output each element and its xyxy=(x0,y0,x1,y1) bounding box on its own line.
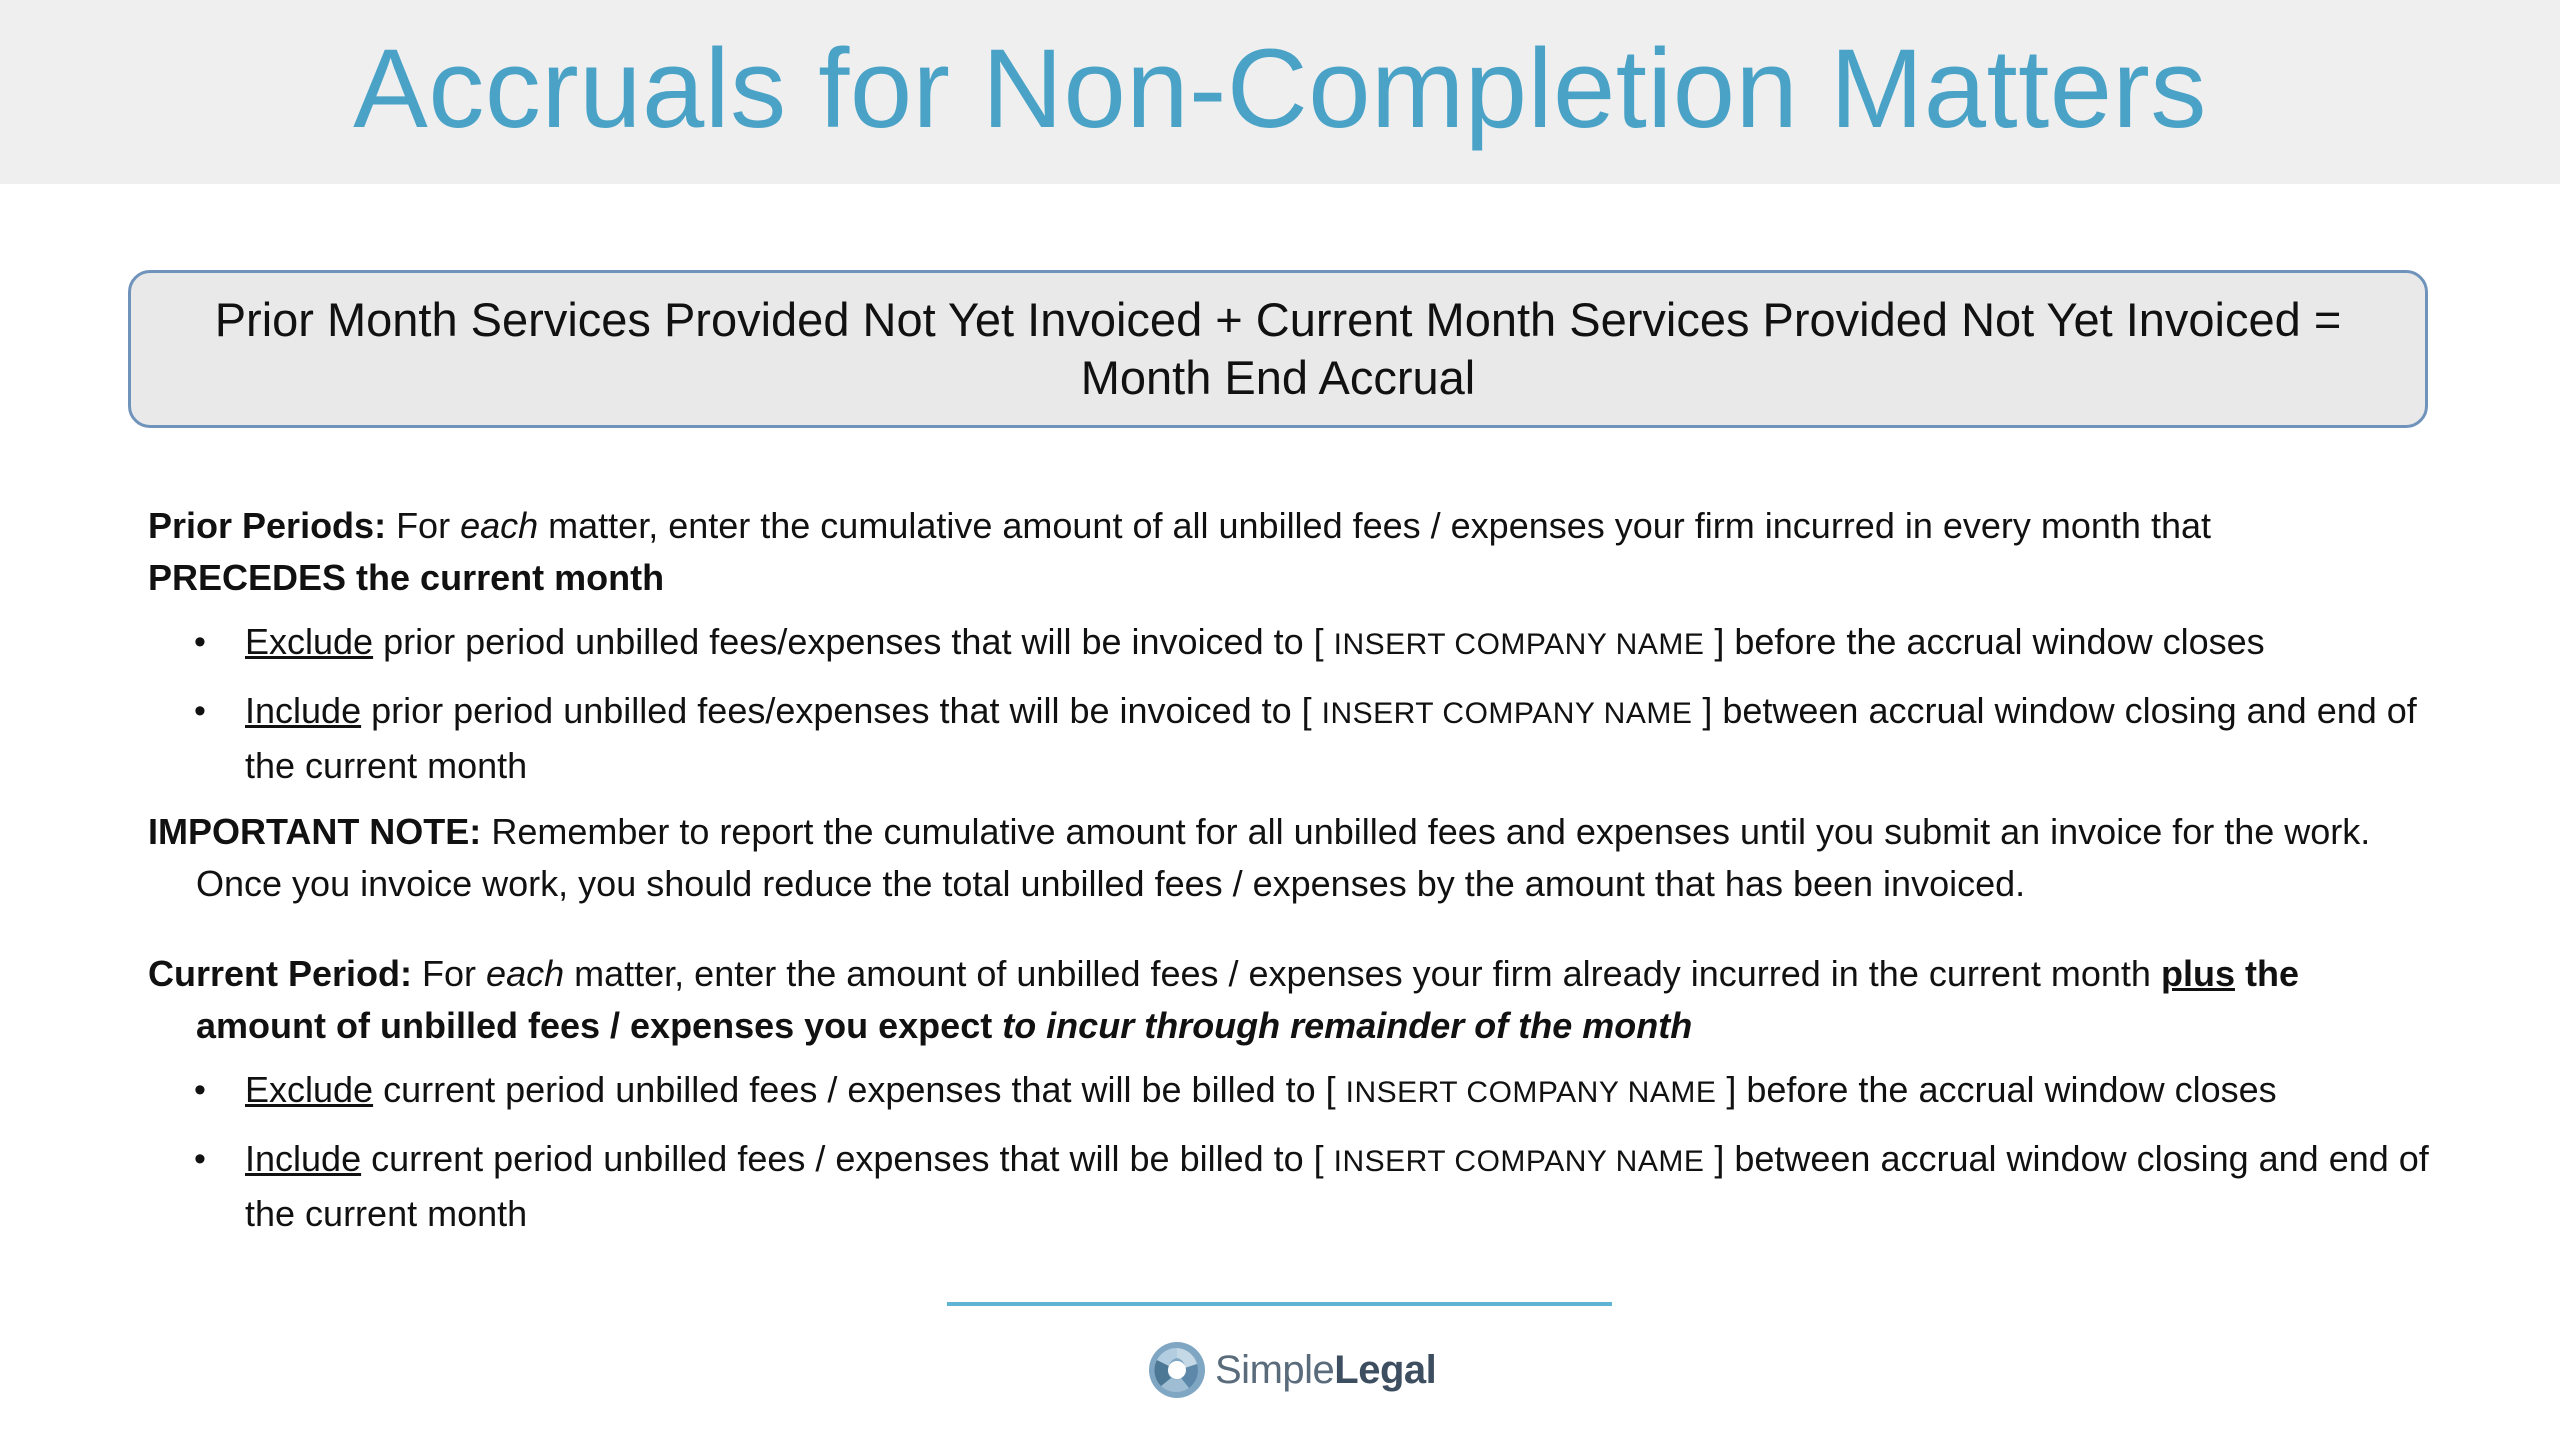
bullet-icon: • xyxy=(194,1071,206,1109)
prior-each: each xyxy=(460,505,539,546)
list-item xyxy=(148,1064,2448,1119)
formula-line-2: Month End Accrual xyxy=(1080,351,1476,404)
spacer xyxy=(148,910,2448,948)
current-bullet-list xyxy=(148,1064,2448,1240)
company-placeholder: INSERT COMPANY NAME xyxy=(1333,1145,1705,1178)
bullet-text-pre: current period unbilled fees / expenses that will be billed to [ xyxy=(361,1138,1334,1179)
bullet-keyword: Include xyxy=(245,1138,362,1179)
prior-periods-label: Prior Periods: xyxy=(148,505,387,546)
bullet-keyword: Include xyxy=(245,690,362,731)
company-placeholder: INSERT COMPANY NAME xyxy=(1333,628,1705,661)
bullet-text-post: ] before the accrual window closes xyxy=(1704,621,2265,662)
current-plus: plus xyxy=(2160,953,2235,994)
important-note-label: IMPORTANT NOTE: xyxy=(148,811,482,852)
current-bold-1: the xyxy=(2234,953,2299,994)
logo-text-light: Simple xyxy=(1215,1347,1335,1392)
bullet-keyword: Exclude xyxy=(245,621,374,662)
current-period-label: Current Period: xyxy=(148,953,413,994)
important-note-paragraph xyxy=(148,806,2448,910)
formula-text xyxy=(175,291,2382,407)
prior-bullet-list xyxy=(148,616,2448,792)
company-placeholder: INSERT COMPANY NAME xyxy=(1321,697,1693,730)
logo-text-bold: Legal xyxy=(1334,1347,1437,1392)
bullet-text-pre: current period unbilled fees / expenses that will be billed to [ xyxy=(373,1069,1346,1110)
important-note-text-2: Once you invoice work, you should reduce the total unbilled fees / expenses by the amount that has been invoiced. xyxy=(196,863,2026,904)
body-content xyxy=(148,500,2448,1254)
list-item xyxy=(148,1133,2448,1240)
current-bold-2: amount of unbilled fees / expenses you expect xyxy=(196,1005,1003,1046)
prior-text-2: matter, enter the cumulative amount of all unbilled fees / expenses your firm incurred in every month that xyxy=(538,505,2211,546)
divider xyxy=(947,1302,1612,1306)
current-bold-italic: to incur through remainder of the month xyxy=(1002,1005,1693,1046)
list-item xyxy=(148,616,2448,671)
bullet-icon: • xyxy=(194,692,206,730)
formula-line-1: Prior Month Services Provided Not Yet Invoiced + Current Month Services Provided Not Yet Invoiced = xyxy=(214,293,2342,346)
bullet-text-post: ] before the accrual window closes xyxy=(1716,1069,2277,1110)
bullet-text-pre: prior period unbilled fees/expenses that will be invoiced to [ xyxy=(373,621,1334,662)
current-text-1: For xyxy=(412,953,487,994)
simplelegal-logo xyxy=(1145,1335,1436,1405)
bullet-text-post: ] between accrual window closing and end of the current month xyxy=(245,1138,2429,1234)
prior-text-1: For xyxy=(386,505,461,546)
current-text-2: matter, enter the amount of unbilled fees / expenses your firm already incurred in the current month xyxy=(564,953,2161,994)
bullet-text-post: ] between accrual window closing and end of the current month xyxy=(245,690,2417,786)
logo-text xyxy=(1215,1348,1436,1393)
company-placeholder: INSERT COMPANY NAME xyxy=(1345,1076,1717,1109)
current-each: each xyxy=(486,953,565,994)
prior-periods-paragraph xyxy=(148,500,2448,604)
current-period-paragraph xyxy=(148,948,2448,1052)
prior-bold-tail: PRECEDES the current month xyxy=(148,557,665,598)
bullet-text-pre: prior period unbilled fees/expenses that will be invoiced to [ xyxy=(361,690,1322,731)
simplelegal-logo-icon xyxy=(1145,1338,1209,1402)
page-title: Accruals for Non-Completion Matters xyxy=(353,26,2207,151)
important-note-text: Remember to report the cumulative amount for all unbilled fees and expenses until you submit an invoice for the work. xyxy=(481,811,2371,852)
formula-box xyxy=(128,270,2428,428)
bullet-icon: • xyxy=(194,1140,206,1178)
bullet-keyword: Exclude xyxy=(245,1069,374,1110)
list-item xyxy=(148,685,2448,792)
bullet-icon: • xyxy=(194,623,206,661)
